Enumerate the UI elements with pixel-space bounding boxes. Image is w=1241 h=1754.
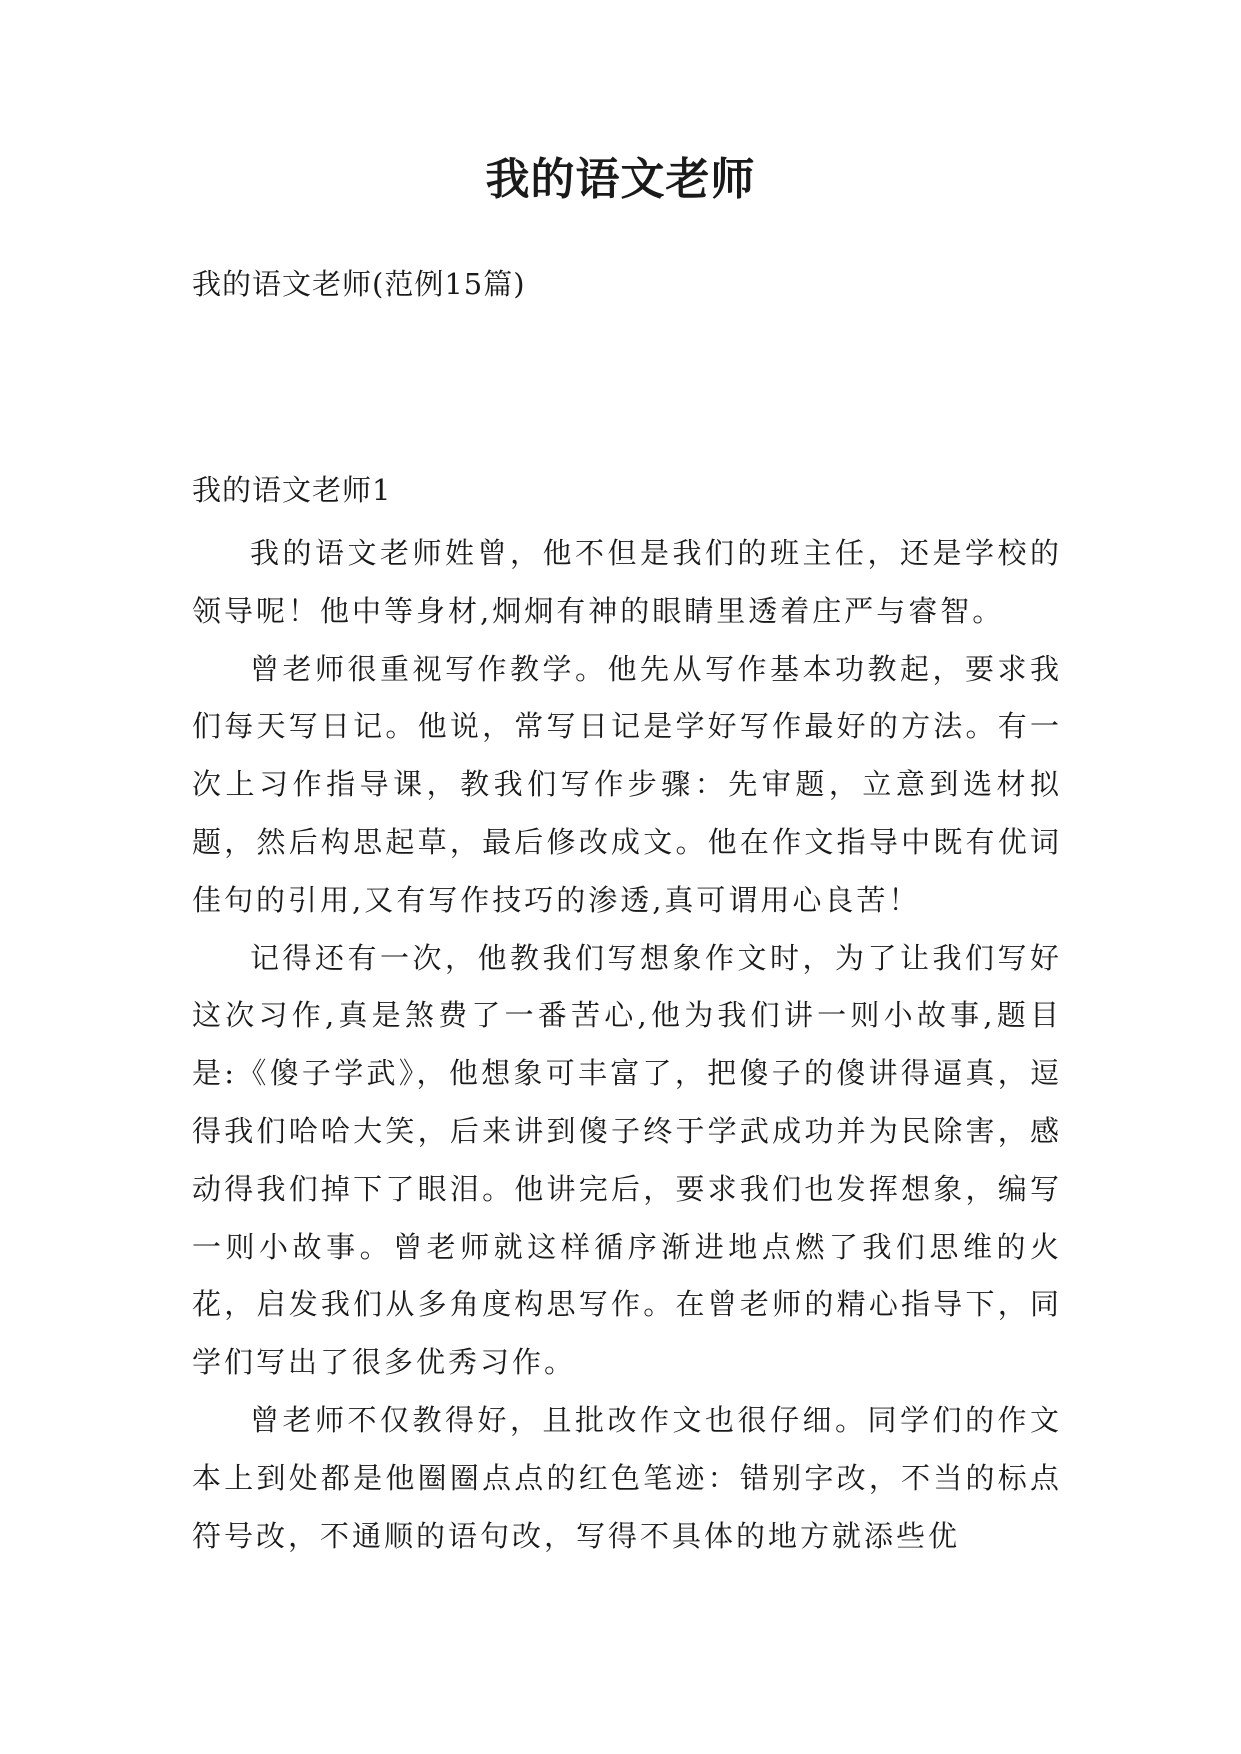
paragraph: 曾老师很重视写作教学。他先从写作基本功教起，要求我们每天写日记。他说，常写日记是学好写作最好的方法。有一次上习作指导课，教我们写作步骤：先审题，立意到选材拟题，然后构思起草，最后修改成文。他在作文指导中既有优词佳句的引用,又有写作技巧的渗透,真可谓用心良苦！ <box>192 651 1062 917</box>
document-subtitle: 我的语文老师(范例15篇) <box>192 267 526 301</box>
paragraph: 我的语文老师姓曾，他不但是我们的班主任，还是学校的领导呢！他中等身材,炯炯有神的眼睛里透着庄严与睿智。 <box>192 536 1062 628</box>
paragraph: 曾老师不仅教得好，且批改作文也很仔细。同学们的作文本上到处都是他圈圈点点的红色笔迹：错别字改，不当的标点符号改，不通顺的语句改，写得不具体的地方就添些优 <box>192 1402 1062 1553</box>
article-body <box>192 525 1062 1565</box>
paragraph: 记得还有一次，他教我们写想象作文时，为了让我们写好这次习作,真是煞费了一番苦心,他为我们讲一则小故事,题目是:《傻子学武》，他想象可丰富了，把傻子的傻讲得逼真，逗得我们哈哈大笑，后来讲到傻子终于学武成功并为民除害，感动得我们掉下了眼泪。他讲完后，要求我们也发挥想象，编写一则小故事。曾老师就这样循序渐进地点燃了我们思维的火花，启发我们从多角度构思写作。在曾老师的精心指导下，同学们写出了很多优秀习作。 <box>192 940 1062 1380</box>
document-title: 我的语文老师 <box>485 154 756 205</box>
section-heading: 我的语文老师1 <box>192 473 392 507</box>
